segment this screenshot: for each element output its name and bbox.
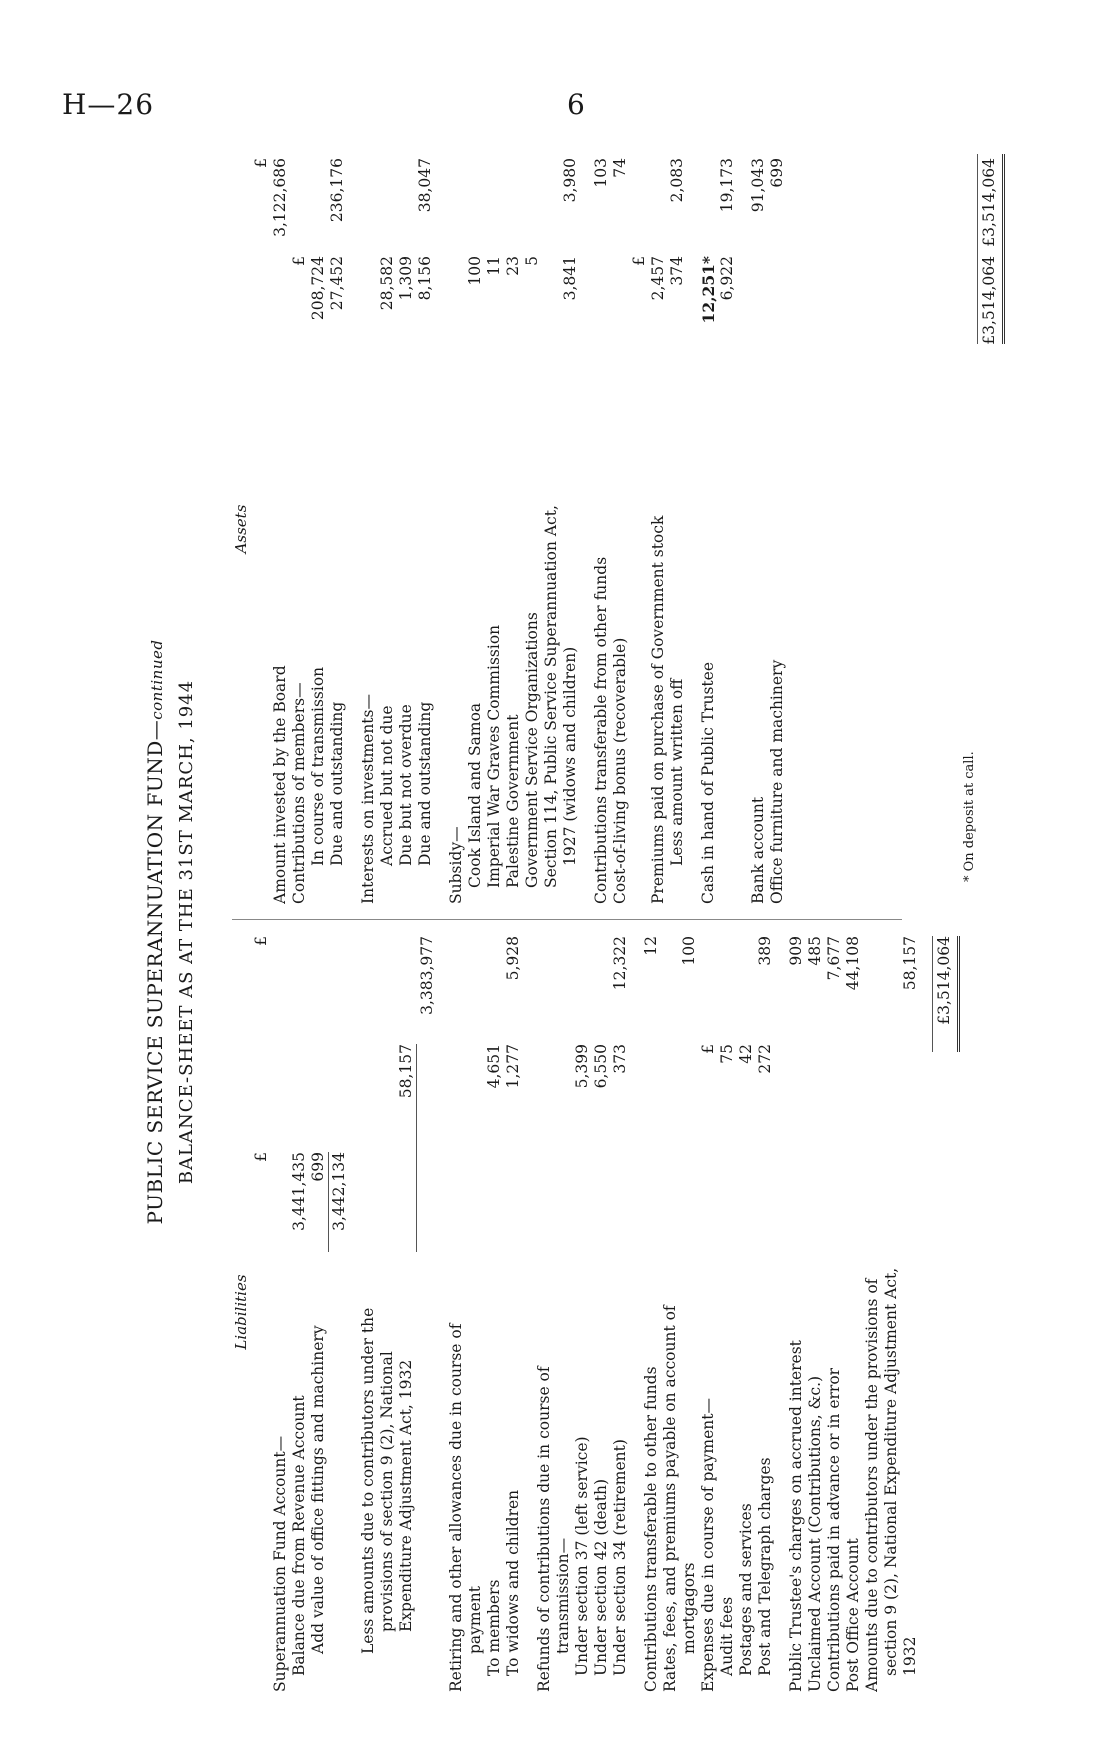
row-amount: 5,399 [573,1044,591,1089]
asset-row [378,154,397,904]
liability-row [397,932,416,1692]
row-amount: 2,083 [668,158,686,203]
asset-row [359,154,378,904]
row-amount: 6,550 [592,1044,610,1089]
row-label: Superannuation Fund Account— [271,1435,289,1692]
liability-row [290,932,309,1692]
column-divider [232,919,902,920]
row-amount: 3,441,435 [290,1152,308,1231]
asset-row [485,154,504,904]
row-label: Add value of office fittings and machinery [309,1325,327,1654]
liability-row [447,932,466,1692]
row-amount: 2,457 [649,256,667,301]
liability-row [661,932,680,1692]
fund-title [140,152,170,1712]
row-label: Under section 37 (left service) [573,1436,591,1676]
asset-row [271,154,290,904]
row-label: Amount invested by the Board [271,665,289,904]
title-block [140,152,204,1712]
row-label: Interests on investments— [359,694,377,904]
row-amount: 38,047 [416,158,434,213]
row-label: Public Trustee's charges on accrued interest [787,1340,805,1692]
row-label: To widows and children [504,1489,522,1676]
liabilities-total-row [932,932,951,1692]
row-label: transmission— [554,1537,572,1654]
row-amount: 7,677 [825,936,843,981]
row-amount: 485 [806,936,824,966]
unit-label: £ [290,256,308,266]
row-amount: 373 [611,1044,629,1074]
row-label: To members [485,1579,503,1676]
row-label: 1927 (widows and children) [561,646,579,866]
liability-row [787,932,806,1692]
page-number: 6 [567,88,586,121]
row-amount: 103 [592,158,610,188]
liability-row [271,932,290,1692]
row-amount: 28,582 [378,256,396,311]
row-label: Bank account [749,796,767,904]
liability-row [718,932,737,1692]
liability-row [485,932,504,1692]
row-label: Contributions transferable from other funds [592,556,610,904]
row-label: Under section 42 (death) [592,1478,610,1676]
unit-label: £ [699,1044,717,1054]
row-amount: 3,980 [561,158,579,203]
unit-label: £ [252,936,270,946]
row-amount: 42 [737,1044,755,1064]
liability-row [466,932,485,1692]
row-amount: 44,108 [844,936,862,991]
row-label: Imperial War Graves Commission [485,624,503,888]
row-amount: 23 [504,256,522,276]
page-code: H—26 [62,88,155,121]
assets-total-left: £3,514,064 [980,256,998,345]
liability-row [573,932,592,1692]
row-amount: 58,157 [397,1044,415,1099]
row-label: Premiums paid on purchase of Government stock [649,515,667,904]
asset-row [309,154,328,904]
row-label: section 9 (2), National Expenditure Adjustment Act, [882,1267,900,1676]
liabilities-heading: Liabilities [232,1274,250,1350]
liability-row [806,932,825,1692]
liabilities-units [252,932,271,1692]
row-label: Unclaimed Account (Contributions, &c.) [806,1375,824,1692]
row-amount: 3,442,134 [330,1152,348,1231]
row-amount: 6,922 [718,256,736,301]
row-label: Cook Island and Samoa [466,702,484,888]
row-label: Audit fees [718,1596,736,1676]
row-amount: 58,157 [901,936,919,991]
row-amount: 75 [718,1044,736,1064]
row-amount: 3,383,977 [418,936,436,1015]
asset-row [668,154,687,904]
row-amount: 11 [485,256,503,276]
liability-row [737,932,756,1692]
assets-total: £3,514,064 [980,158,998,247]
row-amount: 389 [756,936,774,966]
asset-row [542,154,561,904]
assets-heading: Assets [232,504,250,554]
liability-row [359,932,378,1692]
row-label: Due and outstanding [416,701,434,866]
row-amount: 91,043 [749,158,767,213]
asset-row [328,154,347,904]
liabilities-total: £3,514,064 [935,936,953,1025]
row-amount: 12,251* [699,256,718,324]
row-amount: 5 [523,256,541,266]
row-label: 1932 [901,1636,919,1676]
liability-row [535,932,554,1692]
liability-row [611,932,630,1692]
asset-row [397,154,416,904]
fund-title-text: PUBLIC SERVICE SUPERANNUATION FUND— [143,719,167,1225]
liability-row [680,932,699,1692]
row-label: Retiring and other allowances due in course of [447,1323,465,1692]
row-label: Cost-of-living bonus (recoverable) [611,637,629,904]
row-label: payment [466,1585,484,1654]
row-amount: 3,122,686 [271,158,289,237]
row-amount: 100 [680,936,698,966]
row-label: Section 114, Public Service Superannuation Act, [542,505,560,888]
row-amount: 909 [787,936,805,966]
liability-row [642,932,661,1692]
row-label: In course of transmission [309,666,327,866]
row-amount: 74 [611,158,629,178]
row-amount: 12,322 [611,936,629,991]
row-amount: 27,452 [328,256,346,311]
liability-row [699,932,718,1692]
row-amount: 236,176 [328,158,346,223]
row-label: Contributions of members— [290,682,308,904]
row-amount: 100 [466,256,484,286]
asset-row [749,154,768,904]
unit-label: £ [252,158,270,168]
asset-row [466,154,485,904]
asset-row [630,154,649,904]
unit-label: £ [630,256,648,266]
row-label: Refunds of contributions due in course of [535,1366,553,1692]
unit-label: £ [252,1152,270,1162]
row-amount: 699 [768,158,786,188]
row-amount: 374 [668,256,686,286]
row-label: provisions of section 9 (2), National [378,1351,396,1632]
liabilities-column [230,932,970,1692]
liability-row [756,932,775,1692]
liability-row [504,932,523,1692]
asset-row [504,154,523,904]
row-label: Office furniture and machinery [768,659,786,904]
row-label: Accrued but not due [378,705,396,866]
assets-total-row [977,154,996,904]
row-label: Expenditure Adjustment Act, 1932 [397,1359,415,1632]
row-label: Cash in hand of Public Trustee [699,662,717,904]
liability-row [901,932,920,1692]
liability-row [882,932,901,1692]
row-label: Contributions paid in advance or in error [825,1367,843,1692]
row-label: Amounts due to contributors under the provisions of [863,1278,881,1692]
asset-row [523,154,542,904]
assets-column [230,154,1015,904]
liability-row [378,932,397,1692]
footnote: * On deposit at call. [962,751,977,882]
row-amount: 1,309 [397,256,415,301]
row-label: Post and Telegraph charges [756,1457,774,1676]
row-amount: 4,651 [485,1044,503,1089]
asset-row [768,154,787,904]
row-amount: 8,156 [416,256,434,301]
row-label: Contributions transferable to other funds [642,1366,660,1692]
row-label: Government Service Organizations [523,612,541,888]
row-label: Rates, fees, and premiums payable on account of [661,1305,679,1692]
asset-row [447,154,466,904]
row-amount: 5,928 [504,936,522,981]
row-amount: 12 [642,936,660,956]
liability-row [825,932,844,1692]
row-label: Less amount written off [668,678,686,866]
row-label: Palestine Government [504,714,522,888]
asset-row [561,154,580,904]
liability-row [844,932,863,1692]
assets-units [252,154,271,904]
balance-sheet [140,152,1000,1712]
row-label: Due and outstanding [328,701,346,866]
row-amount: 3,841 [561,256,579,301]
row-amount: 208,724 [309,256,327,321]
fund-title-suffix: continued [148,639,166,720]
sheet-title: BALANCE-SHEET AS AT THE 31ST MARCH, 1944 [176,679,197,1185]
asset-row [611,154,630,904]
row-label: Under section 34 (retirement) [611,1439,629,1676]
asset-row [649,154,668,904]
liability-row [416,932,435,1692]
row-amount: 272 [756,1044,774,1074]
liability-row [328,932,347,1692]
row-label: Balance due from Revenue Account [290,1395,308,1676]
asset-row [592,154,611,904]
row-label: Postages and services [737,1503,755,1676]
row-label: Less amounts due to contributors under the [359,1307,377,1654]
row-label: mortgagors [680,1562,698,1654]
asset-row [699,154,718,904]
row-amount: 699 [309,1152,327,1182]
asset-row [290,154,309,904]
row-label: Expenses due in course of payment— [699,1398,717,1692]
row-label: Subsidy— [447,826,465,904]
liability-row [309,932,328,1692]
row-label: Due but not overdue [397,704,415,866]
asset-row [416,154,435,904]
liability-row [592,932,611,1692]
row-amount: 1,277 [504,1044,522,1089]
liability-row [554,932,573,1692]
asset-row [718,154,737,904]
liability-row [863,932,882,1692]
row-label: Post Office Account [844,1538,862,1692]
row-amount: 19,173 [718,158,736,213]
